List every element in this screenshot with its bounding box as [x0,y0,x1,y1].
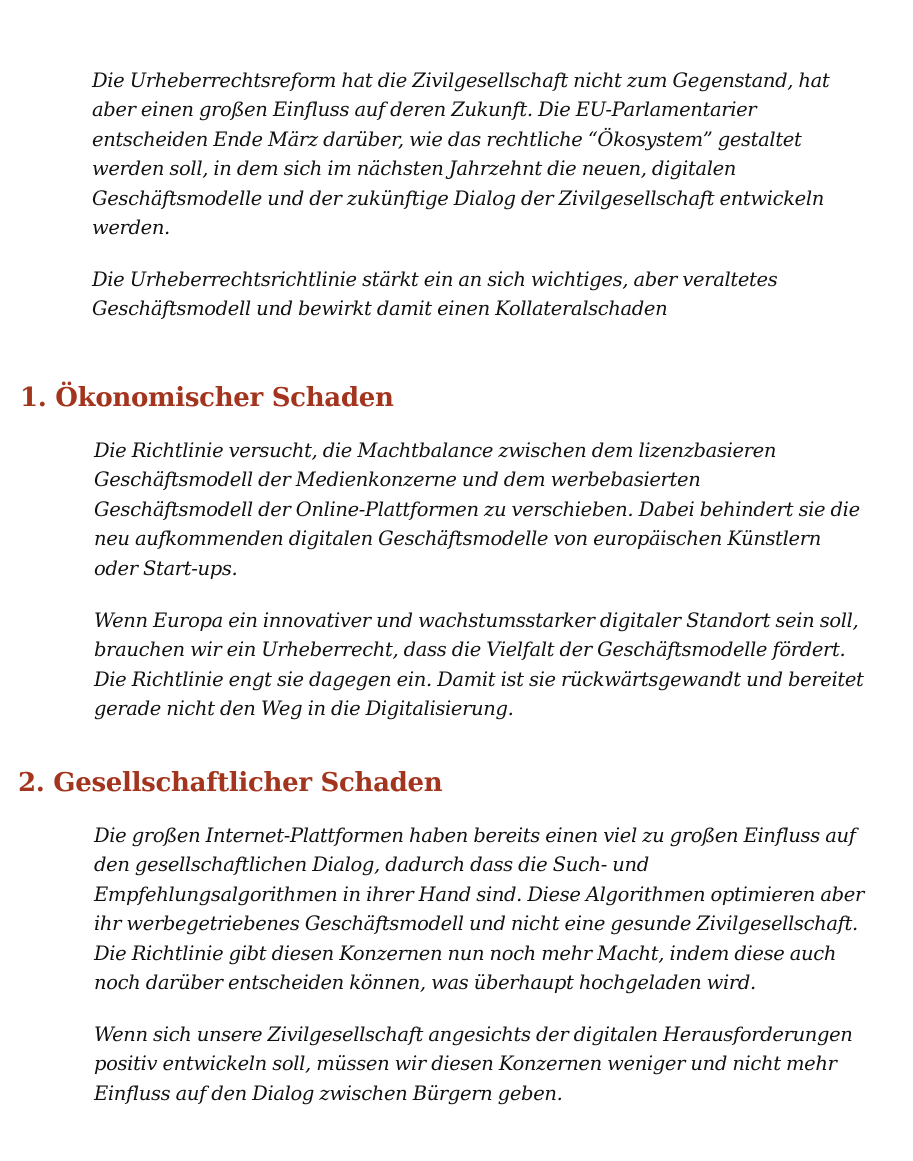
section-2-paragraph-2: Wenn sich unsere Zivilgesellschaft angesichts der digitalen Herausforderungen positiv entwickeln soll, müssen wir diesen Konzernen weniger und nicht mehr Einfluss auf den Dialog zwischen Bürgern geben. [94,1023,853,1105]
intro-paragraph-1: Die Urheberrechtsreform hat die Zivilgesellschaft nicht zum Gegenstand, hat aber einen großen Einfluss auf deren Zukunft. Die EU-Parlamentarier entscheiden Ende März darüber, wie das rechtliche “Ökosystem” gestaltet werden soll, in dem sich im nächsten Jahrzehnt die neuen, digitalen Geschäftsmodelle und der zukünftige Dialog der Zivilgesellschaft entwickeln werden. [92,69,830,240]
section-1-paragraph-2: Wenn Europa ein innovativer und wachstumsstarker digitaler Standort sein soll, brauchen wir ein Urheberrecht, dass die Vielfalt der Geschäftsmodelle fördert. Die Richtlinie engt sie dagegen ein. Damit ist sie rückwärtsgewandt und bereitet gerade nicht den Weg in die Digitalisierung. [94,609,864,721]
section-2-paragraph-1: Die großen Internet-Plattformen haben bereits einen viel zu großen Einfluss auf den gesellschaftlichen Dialog, dadurch dass die Such- und Empfehlungsalgorithmen in ihrer Hand sind. Diese Algorithmen optimieren aber ihr werbegetriebenes Geschäftsmodell und nicht eine gesunde Zivilgesellschaft. Die Richtlinie gibt diesen Konzernen nun noch mehr Macht, indem diese auch noch darüber entscheiden können, was überhaupt hochgeladen wird. [94,824,864,995]
section-1-paragraph-1: Die Richtlinie versucht, die Machtbalance zwischen dem lizenzbasieren Geschäftsmodell der Medienkonzerne und dem werbebasierten Geschäftsmodell der Online-Plattformen zu verschieben. Dabei behindert sie die neu aufkommenden digitalen Geschäftsmodelle von europäischen Künstlern oder Start-ups. [94,439,860,580]
intro-paragraph-2: Die Urheberrechtsrichtlinie stärkt ein an sich wichtiges, aber veraltetes Geschäftsmodell und bewirkt damit einen Kollateralschaden [92,268,778,321]
section-heading-oekonomischer-schaden: 1. Ökonomischer Schaden [20,383,394,413]
section-heading-gesellschaftlicher-schaden: 2. Gesellschaftlicher Schaden [18,768,443,798]
